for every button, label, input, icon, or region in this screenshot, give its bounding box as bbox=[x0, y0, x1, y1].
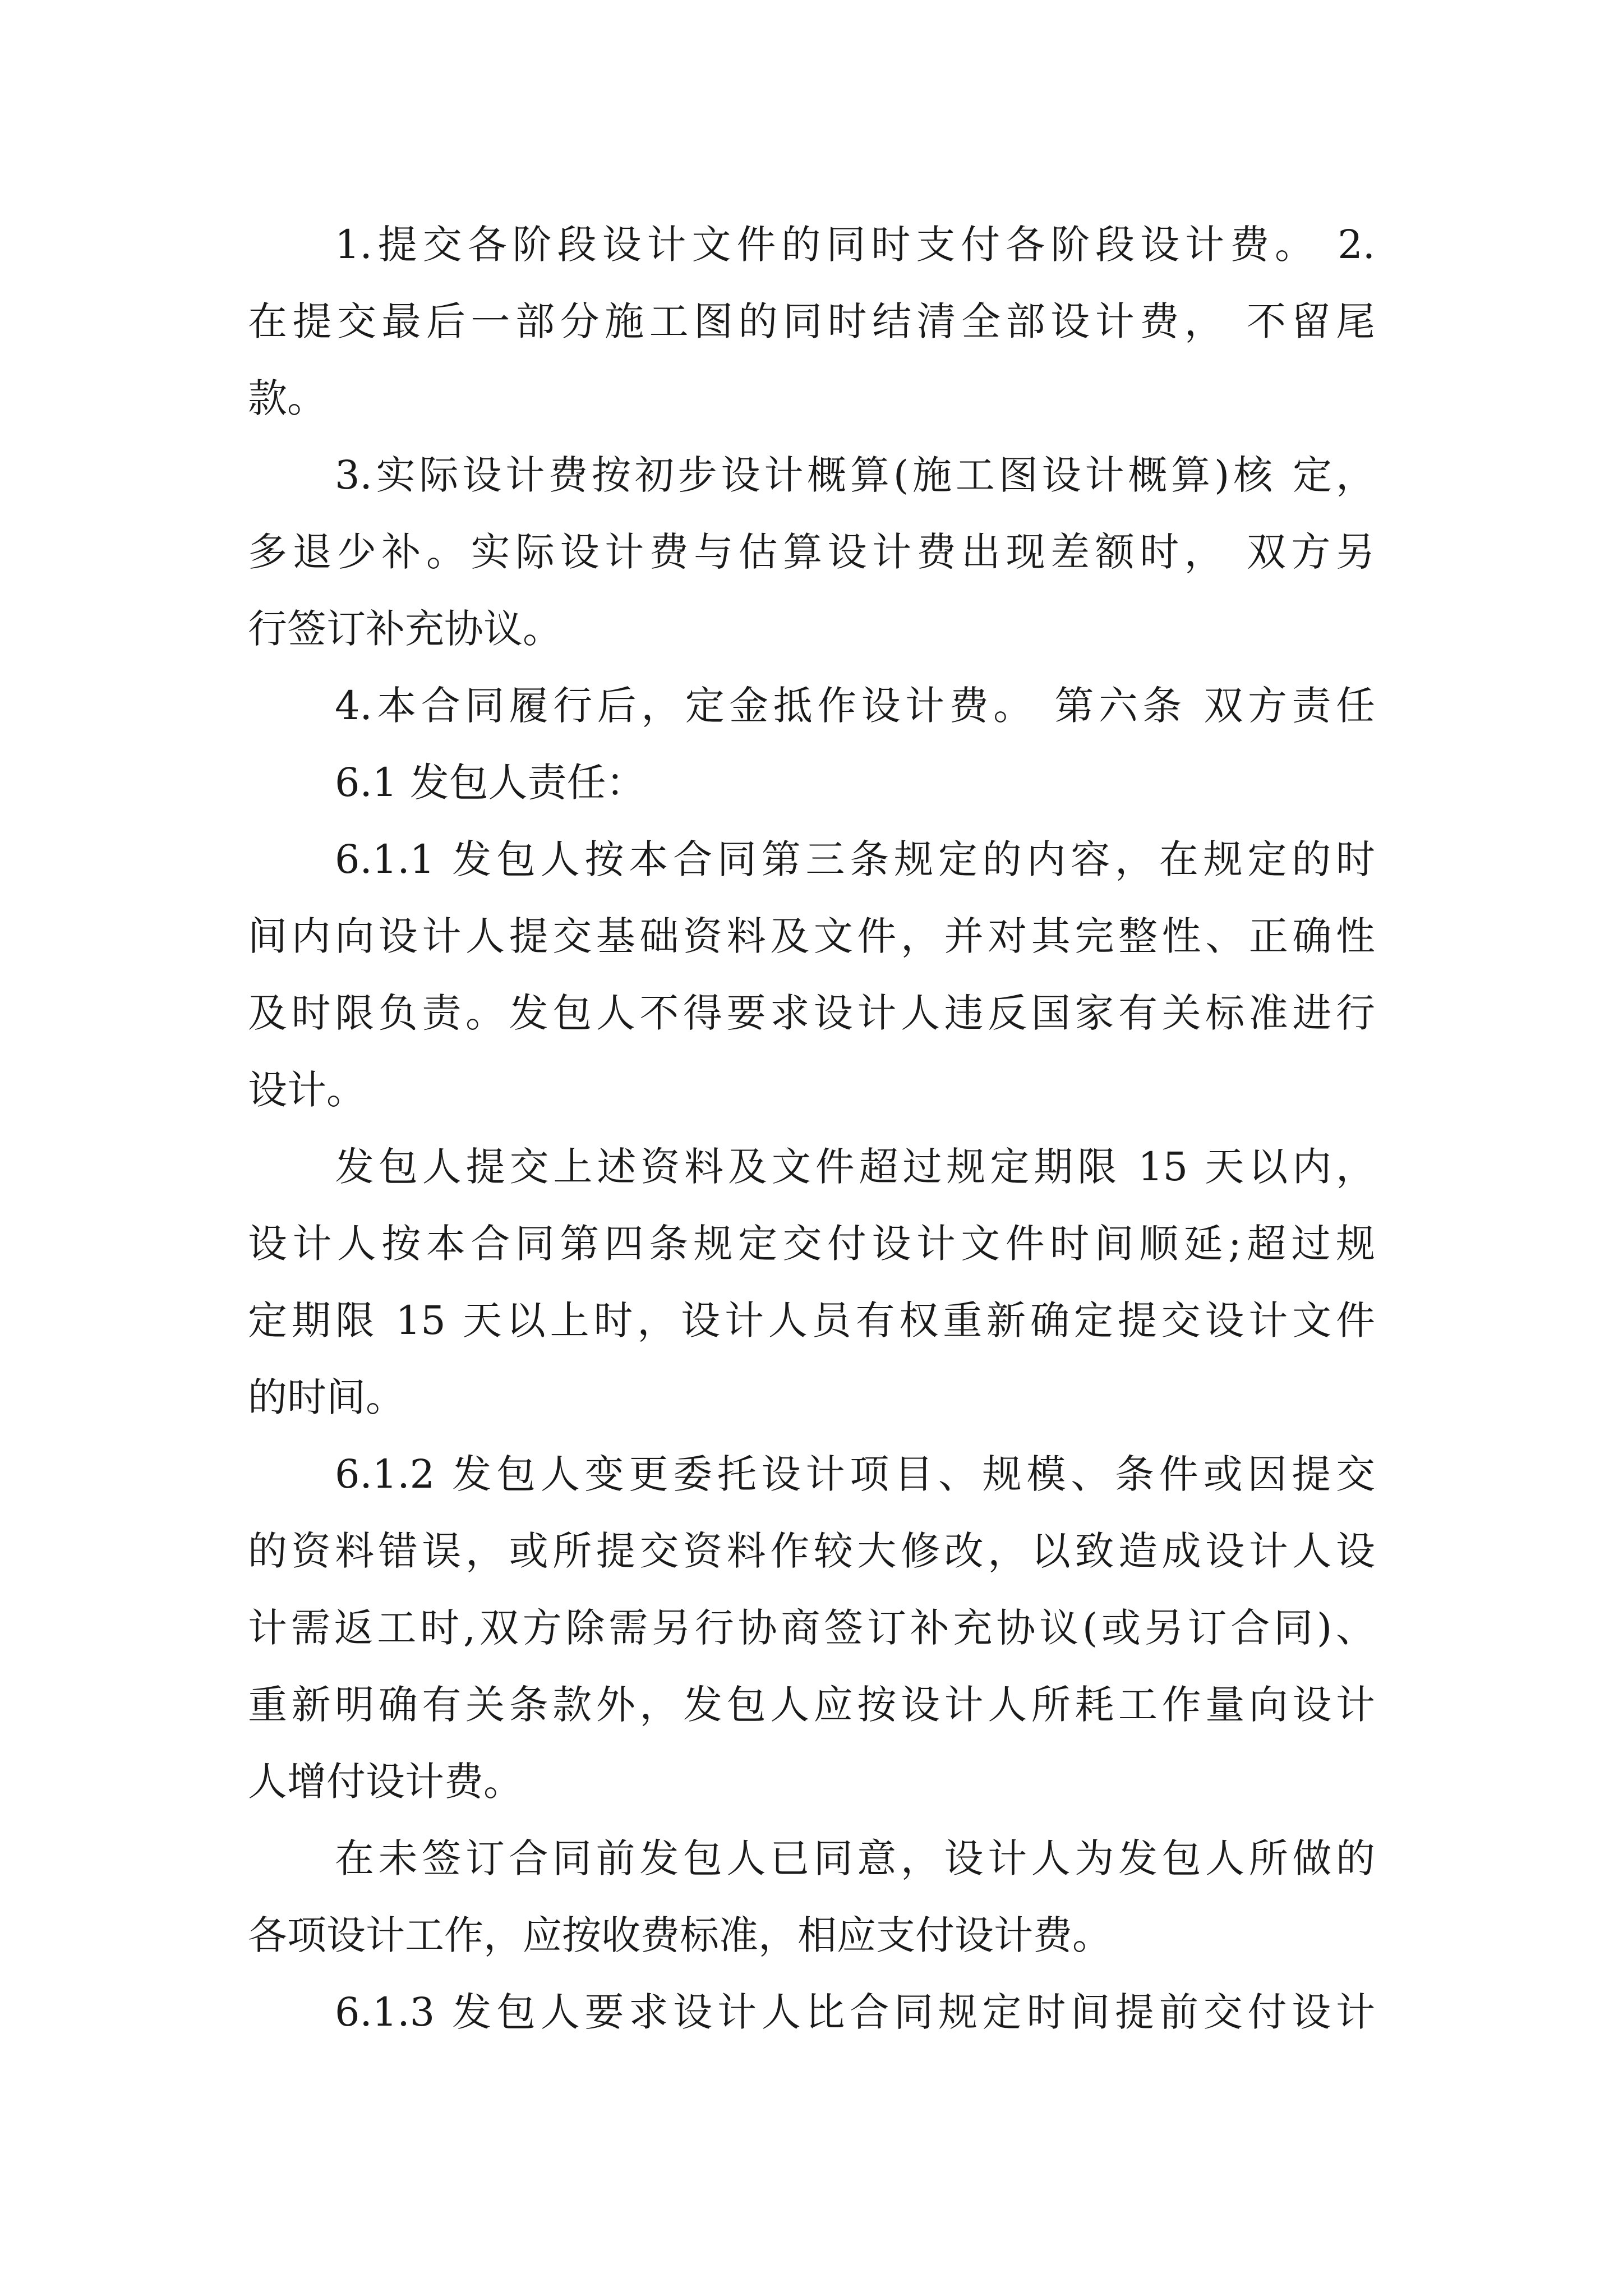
text-line: 设计。 bbox=[248, 1067, 366, 1113]
text-line: 行签订补充协议。 bbox=[248, 606, 562, 652]
text-line: 计需返工时,双方除需另行协商签订补充协议(或另订合同)、 bbox=[248, 1605, 1375, 1651]
text-line: 6.1 发包人责任： bbox=[335, 760, 645, 806]
text-line: 重新明确有关条款外，发包人应按设计人所耗工作量向设计 bbox=[248, 1682, 1375, 1728]
document-body bbox=[248, 206, 1375, 2051]
text-line: 6.1.3 发包人要求设计人比合同规定时间提前交付设计 bbox=[335, 1989, 1375, 2035]
text-line: 6.1.1 发包人按本合同第三条规定的内容，在规定的时 bbox=[335, 836, 1375, 882]
text-line: 发包人提交上述资料及文件超过规定期限 15 天以内， bbox=[335, 1144, 1375, 1190]
text-line: 款。 bbox=[248, 375, 326, 421]
text-line: 多退少补。实际设计费与估算设计费出现差额时， 双方另 bbox=[248, 529, 1375, 575]
text-line: 的资料错误，或所提交资料作较大修改，以致造成设计人设 bbox=[248, 1528, 1375, 1574]
text-line: 各项设计工作，应按收费标准，相应支付设计费。 bbox=[248, 1912, 1112, 1958]
text-line: 1.提交各阶段设计文件的同时支付各阶段设计费。 2. bbox=[335, 222, 1375, 268]
text-line: 及时限负责。发包人不得要求设计人违反国家有关标准进行 bbox=[248, 990, 1375, 1036]
text-line: 间内向设计人提交基础资料及文件，并对其完整性、正确性 bbox=[248, 913, 1375, 959]
text-line: 的时间。 bbox=[248, 1374, 405, 1420]
text-line: 4.本合同履行后，定金抵作设计费。 第六条 双方责任 bbox=[335, 683, 1375, 729]
text-line: 在提交最后一部分施工图的同时结清全部设计费， 不留尾 bbox=[248, 298, 1375, 344]
text-line: 3.实际设计费按初步设计概算(施工图设计概算)核 定， bbox=[335, 452, 1375, 498]
text-line: 人增付设计费。 bbox=[248, 1759, 523, 1805]
text-line: 在未签订合同前发包人已同意，设计人为发包人所做的 bbox=[335, 1835, 1375, 1881]
text-line: 6.1.2 发包人变更委托设计项目、规模、条件或因提交 bbox=[335, 1451, 1375, 1497]
text-line: 设计人按本合同第四条规定交付设计文件时间顺延;超过规 bbox=[248, 1221, 1375, 1267]
text-line: 定期限 15 天以上时，设计人员有权重新确定提交设计文件 bbox=[248, 1297, 1375, 1343]
